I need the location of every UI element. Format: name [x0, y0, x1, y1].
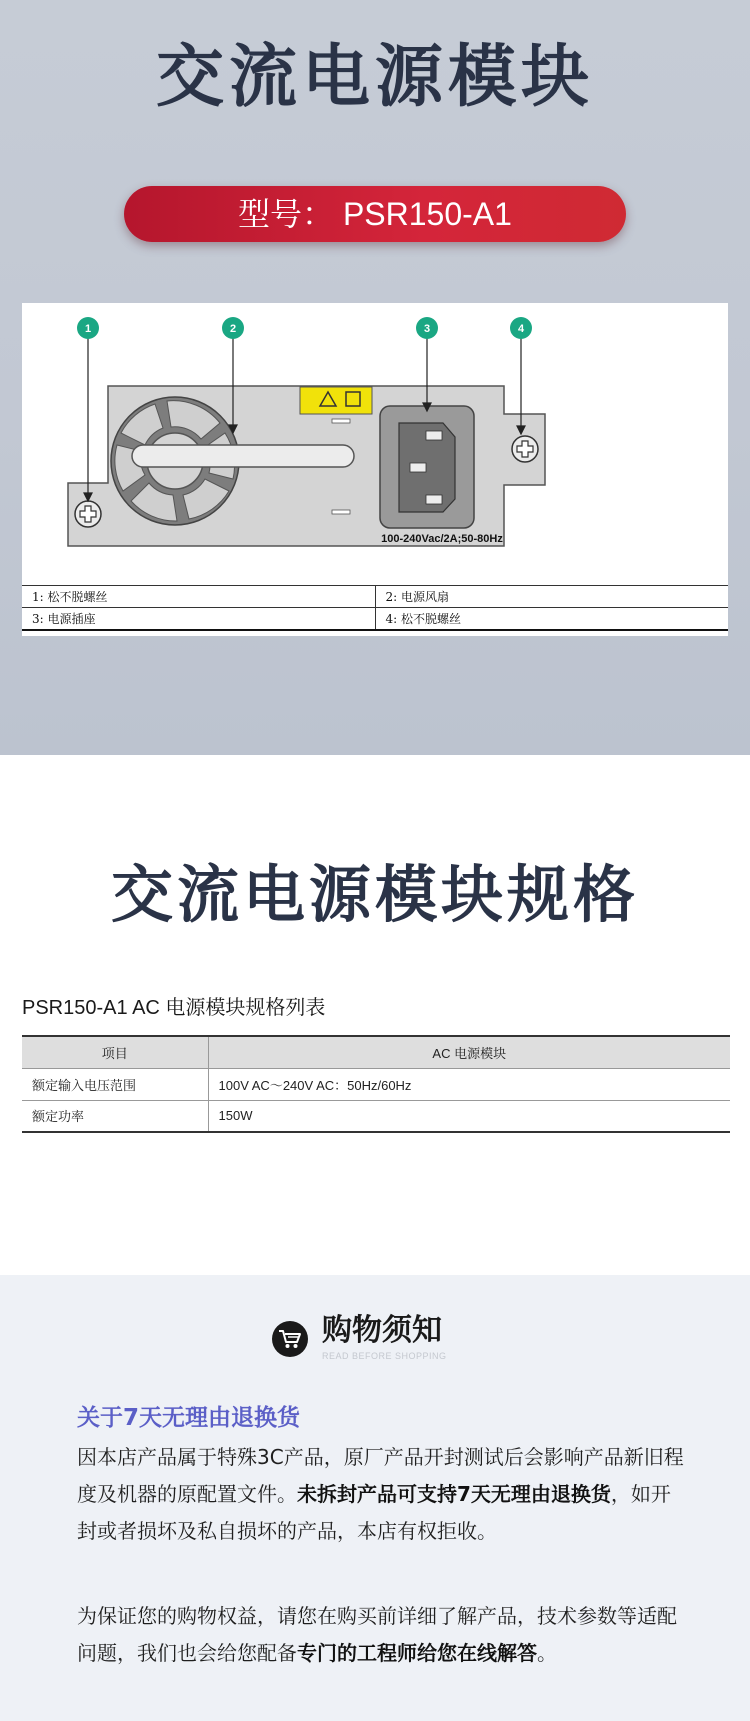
- return-policy-heading: 关于7天无理由退换货: [77, 1405, 301, 1431]
- paragraph-text: 因本店产品属于特殊3C产品，原厂产品开封测试后会影响产品新旧程度及机器的原配置文件。: [77, 1445, 684, 1506]
- captive-screw-right: [512, 436, 538, 462]
- callout-3: [416, 317, 438, 339]
- legend-row: [22, 586, 728, 608]
- paragraph-text: 。: [537, 1641, 557, 1665]
- return-policy-paragraph: [77, 1439, 687, 1550]
- page-title: 交流电源模块: [155, 38, 594, 117]
- table-row: [22, 1100, 730, 1132]
- legend-cell: 3: 电源插座: [22, 608, 375, 630]
- power-socket: [380, 406, 474, 528]
- spec-cell-label: 额定输入电压范围: [22, 1068, 208, 1100]
- spec-section: [0, 755, 750, 1275]
- paragraph-emphasis: 未拆封产品可支持7天无理由退换货: [297, 1482, 611, 1506]
- module-handle: [132, 445, 354, 467]
- paragraph-text: 为保证您的购物权益，请您在购买前详细了解产品，技术参数等适配问题，我们也会给您配备: [77, 1604, 677, 1665]
- captive-screw-left: [75, 501, 101, 527]
- spec-title: 交流电源模块规格: [110, 858, 639, 931]
- table-row: [22, 1068, 730, 1100]
- notice-subtitle: READ BEFORE SHOPPING: [322, 1351, 447, 1361]
- power-module-illustration: [22, 303, 728, 585]
- spec-cell-label: 额定功率: [22, 1100, 208, 1132]
- spec-header-module: AC 电源模块: [208, 1036, 730, 1068]
- callout-4: [510, 317, 532, 339]
- legend-cell: 1: 松不脱螺丝: [22, 586, 375, 608]
- support-paragraph: [77, 1598, 687, 1672]
- diagram-legend: [22, 585, 728, 631]
- model-badge: 型号： PSR150-A1: [124, 186, 626, 242]
- spec-header-item: 项目: [22, 1036, 208, 1068]
- callout-2: [222, 317, 244, 339]
- spec-table: [22, 1035, 730, 1133]
- legend-cell: 4: 松不脱螺丝: [375, 608, 728, 630]
- shopping-notice-section: [0, 1275, 750, 1721]
- rating-label: 100-240Vac/2A;50-80Hz: [381, 533, 503, 545]
- paragraph-text: ，如开封或者损坏及私自损坏的产品，本店有权拒收。: [77, 1482, 671, 1543]
- spec-table-caption: PSR150-A1 AC 电源模块规格列表: [22, 997, 326, 1019]
- svg-text:2: 2: [229, 323, 237, 335]
- spec-cell-value: 100V AC～240V AC：50Hz/60Hz: [208, 1068, 730, 1100]
- hero-section: [0, 0, 750, 755]
- svg-text:3: 3: [423, 323, 431, 335]
- legend-row: [22, 608, 728, 630]
- svg-text:4: 4: [517, 323, 525, 335]
- spec-cell-value: 150W: [208, 1100, 730, 1132]
- legend-cell: 2: 电源风扇: [375, 586, 728, 608]
- shopping-cart-icon: [272, 1321, 308, 1357]
- power-module-diagram: [22, 303, 728, 636]
- warning-label: [300, 387, 372, 414]
- callout-1: [77, 317, 99, 339]
- paragraph-emphasis: 专门的工程师给您在线解答: [297, 1641, 537, 1665]
- svg-text:1: 1: [84, 323, 92, 335]
- notice-title: 购物须知: [322, 1313, 442, 1348]
- spec-header-row: [22, 1036, 730, 1068]
